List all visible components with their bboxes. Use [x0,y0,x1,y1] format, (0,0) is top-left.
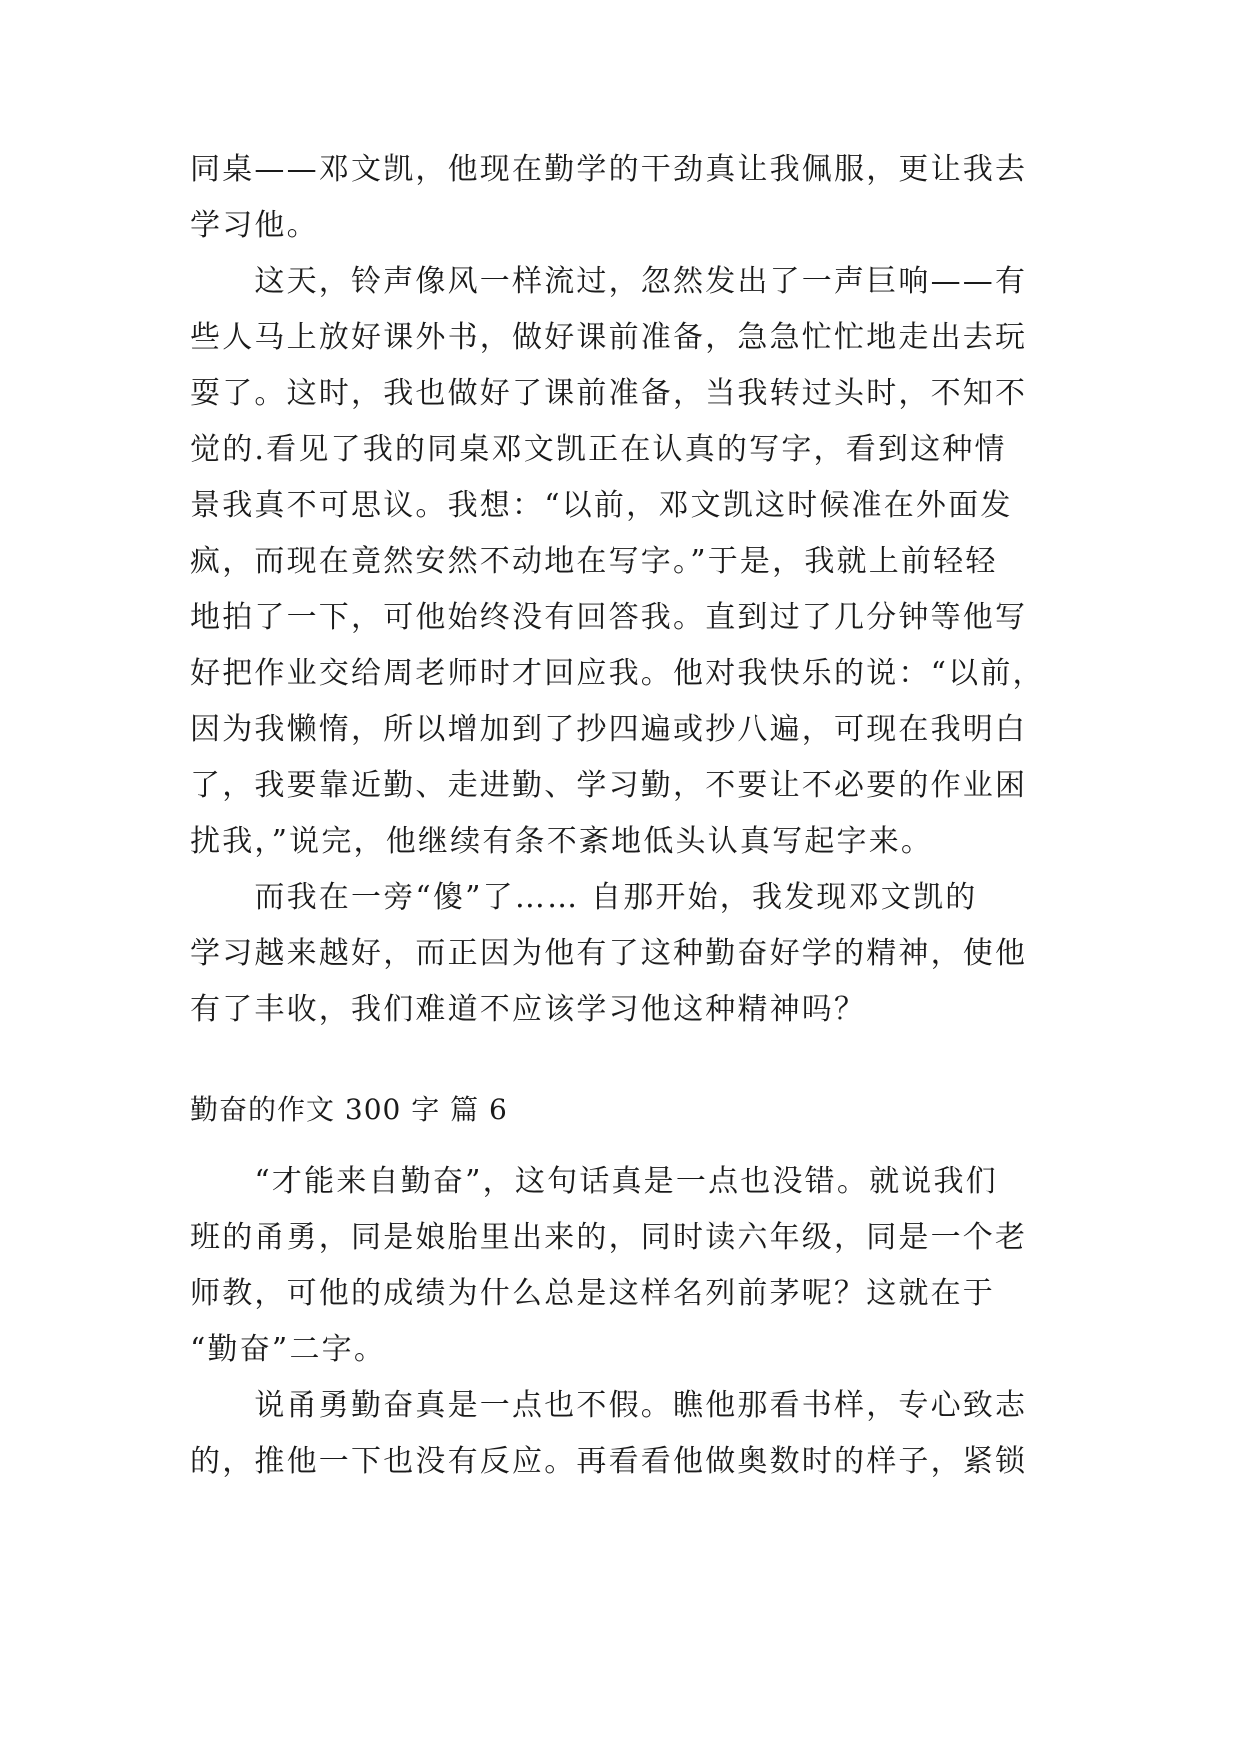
text-line: 班的甬勇，同是娘胎里出来的，同时读六年级，同是一个老 [190,1220,1028,1255]
text-line: 学习他。 [190,208,319,243]
text-line: 学习越来越好，而正因为他有了这种勤奋好学的精神，使他 [190,936,1028,971]
text-line: “勤奋”二字。 [190,1332,387,1367]
text-line: 的，推他一下也没有反应。再看看他做奥数时的样子，紧锁 [190,1444,1028,1479]
text-line: 些人马上放好课外书，做好课前准备，急急忙忙地走出去玩 [190,320,1028,355]
text-line: “才能来自勤奋”，这句话真是一点也没错。就说我们 [190,1164,998,1199]
section-heading: 勤奋的作文 300 字 篇 6 [190,1093,508,1126]
text-line: 这天，铃声像风一样流过，忽然发出了一声巨响——有 [190,264,1028,299]
text-line: 有了丰收，我们难道不应该学习他这种精神吗？ [190,992,867,1027]
text-line: 了，我要靠近勤、走进勤、学习勤，不要让不必要的作业困 [190,768,1028,803]
text-line: 好把作业交给周老师时才回应我。他对我快乐的说：“以前， [190,656,1045,691]
text-line: 而我在一旁“傻”了…… 自那开始，我发现邓文凯的 [190,880,978,915]
text-line: 扰我，”说完，他继续有条不紊地低头认真写起字来。 [190,824,934,859]
text-line: 耍了。这时，我也做好了课前准备，当我转过头时，不知不 [190,376,1028,411]
text-line: 同桌——邓文凯，他现在勤学的干劲真让我佩服，更让我去 [190,152,1028,187]
text-line: 师教，可他的成绩为什么总是这样名列前茅呢？这就在于 [190,1276,995,1311]
text-line: 因为我懒惰，所以增加到了抄四遍或抄八遍，可现在我明白 [190,712,1028,747]
text-line: 疯，而现在竟然安然不动地在写字。”于是，我就上前轻轻 [190,544,998,579]
text-line: 景我真不可思议。我想：“以前，邓文凯这时候准在外面发 [190,488,1013,523]
text-line: 地拍了一下，可他始终没有回答我。直到过了几分钟等他写 [190,600,1028,635]
text-line: 说甬勇勤奋真是一点也不假。瞧他那看书样，专心致志 [190,1388,1028,1423]
text-line: 觉的.看见了我的同桌邓文凯正在认真的写字，看到这种情 [190,432,1007,467]
